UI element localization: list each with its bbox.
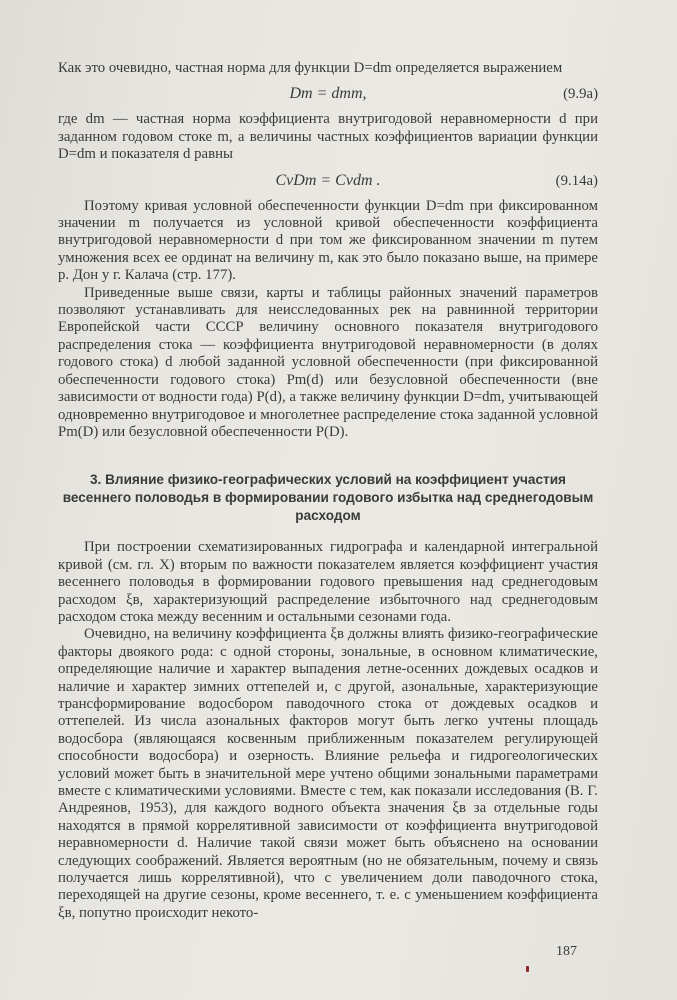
section-heading: 3. Влияние физико-географических условий на коэффициент участия весеннего половодья в формировании годового избытка над среднегодовым расходом [62,472,594,524]
paragraph-intro: Как это очевидно, частная норма для функции D=dm определяется выражением [58,60,563,76]
paragraph-therefore: Поэтому кривая условной обеспеченности функции D=dm при фиксированном значении m получается из условной кривой обеспеченности коэффициента внутригодовой неравномерности d при том же фиксированном значении m путем умножения всех ее ординат на величину m, как это было показано выше, на примере р. Дон у г. Калача (стр. 177). [58,197,598,284]
page-body [58,60,598,922]
page-number: 187 [556,944,577,959]
equation-formula: Dm = dmm, [289,85,367,103]
paragraph-obviously: Очевидно, на величину коэффициента ξв должны влиять физико-географические факторы двоякого рода: с одной стороны, зональные, в основном климатические, определяющие наличие и характер выпадения летне-осенних дождевых осадков и наличие и характер зимних оттепелей и, с другой, азональные, характеризующие трансформирование водосбором паводочного стока от дождевых осадков и оттепелей. Из числа азональных факторов могут быть легко учтены площадь водосбора (являющаяся косвенным приближенным показателем регулирующей способности водосбора) и озерность. Влияние рельефа и гидрогеологических условий может быть в значительной мере учтено общими зональными параметрами вместе с климатическими условиями. Вместе с тем, как показали исследования (В. Г. Андреянов, 1953), для каждого водного объекта значения ξв за отдельные годы находятся в прямой коррелятивной зависимости от коэффициента внутригодовой неравномерности d. Наличие такой связи может быть объяснено на основании следующих соображений. Является вероятным (но не обязательным, почему и связь получается лишь коррелятивной), что с увеличением доли паводочного стока, переходящей на другие сезоны, кроме весеннего, т. е. с уменьшением коэффициента ξв, попутно происходит некото- [58,626,598,921]
equation-9-9a [58,83,598,109]
equation-9-14a [58,170,598,196]
paragraph-cited: Приведенные выше связи, карты и таблицы районных значений параметров позволяют устанавливать для неисследованных рек на равнинной территории Европейской части СССР величину основного показателя внутригодового распределения стока — коэффициента внутригодовой неравномерности (в долях годового стока) d любой заданной условной обеспеченности (при фиксированной обеспеченности годового стока) Pm(d) или безусловной обеспеченности (вне зависимости от водности года) P(d), а также величину функции D=dm, учитывающей одновременно внутригодовое и многолетнее распределение стока заданной условной Pm(D) или безусловной обеспеченности P(D). [58,284,598,440]
equation-number: (9.14a) [555,172,598,189]
ink-mark [526,966,529,972]
paragraph-where: где dm — частная норма коэффициента внутригодовой неравномерности d при заданном годовом стоке m, а величины частных коэффициентов вариации функции D=dm и показателя d равны [58,111,598,163]
equation-number: (9.9a) [563,86,598,103]
paragraph-construct: При построении схематизированных гидрографа и календарной интегральной кривой (см. гл. X) вторым по важности показателем является коэффициент участия весеннего половодья в формировании годового превышения над среднегодовым расходом ξв, характеризующий распределение избыточного над среднегодовым расходом стока между весенним и остальными сезонами года. [58,539,598,625]
equation-formula: CvDm = Cvdm . [275,171,381,189]
